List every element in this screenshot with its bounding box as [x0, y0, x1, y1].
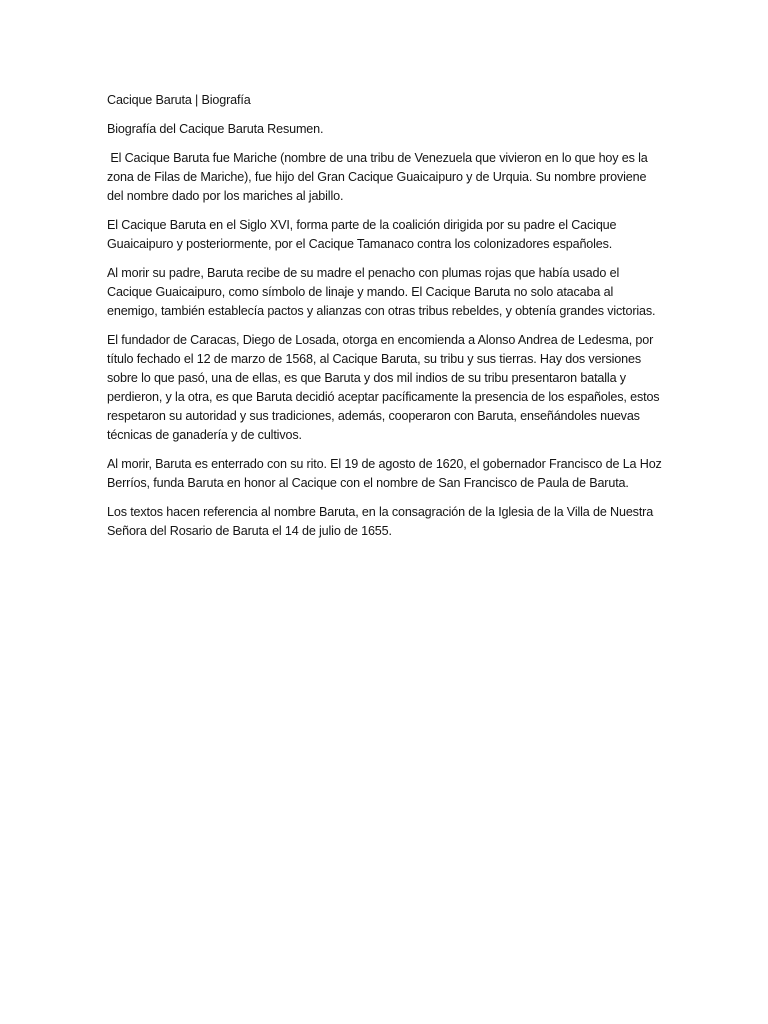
document-heading: Cacique Baruta | Biografía: [107, 93, 251, 107]
document-body: [107, 91, 663, 551]
paragraph-encomienda: El fundador de Caracas, Diego de Losada, otorga en encomienda a Alonso Andrea de Ledesma, por título fechado el 12 de marzo de 1568, al Cacique Baruta, su tribu y sus tierras. Hay dos versiones sobre lo que pasó, una de ellas, es que Baruta y dos mil indios de su tribu presentaron batalla y perdieron, y la otra, es que Baruta decidió aceptar pacíficamente la presencia de los españoles, estos respetaron su autoridad y sus tradiciones, además, cooperaron con Baruta, enseñándoles nuevas técnicas de ganadería y de cultivos.: [107, 333, 660, 442]
paragraph-founding: Al morir, Baruta es enterrado con su rito. El 19 de agosto de 1620, el gobernador Francisco de La Hoz Berríos, funda Baruta en honor al Cacique con el nombre de San Francisco de Paula de Baruta.: [107, 457, 662, 490]
document-subheading: Biografía del Cacique Baruta Resumen.: [107, 122, 324, 136]
paragraph-origin: El Cacique Baruta fue Mariche (nombre de una tribu de Venezuela que vivieron en lo que hoy es la zona de Filas de Mariche), fue hijo del Gran Cacique Guaicaipuro y de Urquia. Su nombre proviene del nombre dado por los mariches al jabillo.: [107, 151, 651, 203]
paragraph-consecration: Los textos hacen referencia al nombre Baruta, en la consagración de la Iglesia de la Villa de Nuestra Señora del Rosario de Baruta el 14 de julio de 1655.: [107, 505, 654, 538]
paragraph-coalition: El Cacique Baruta en el Siglo XVI, forma parte de la coalición dirigida por su padre el Cacique Guaicaipuro y posteriormente, por el Cacique Tamanaco contra los colonizadores españoles.: [107, 218, 617, 251]
paragraph-succession: Al morir su padre, Baruta recibe de su madre el penacho con plumas rojas que había usado el Cacique Guaicaipuro, como símbolo de linaje y mando. El Cacique Baruta no solo atacaba al enemigo, también establecía pactos y alianzas con otras tribus rebeldes, y obtenía grandes victorias.: [107, 266, 656, 318]
